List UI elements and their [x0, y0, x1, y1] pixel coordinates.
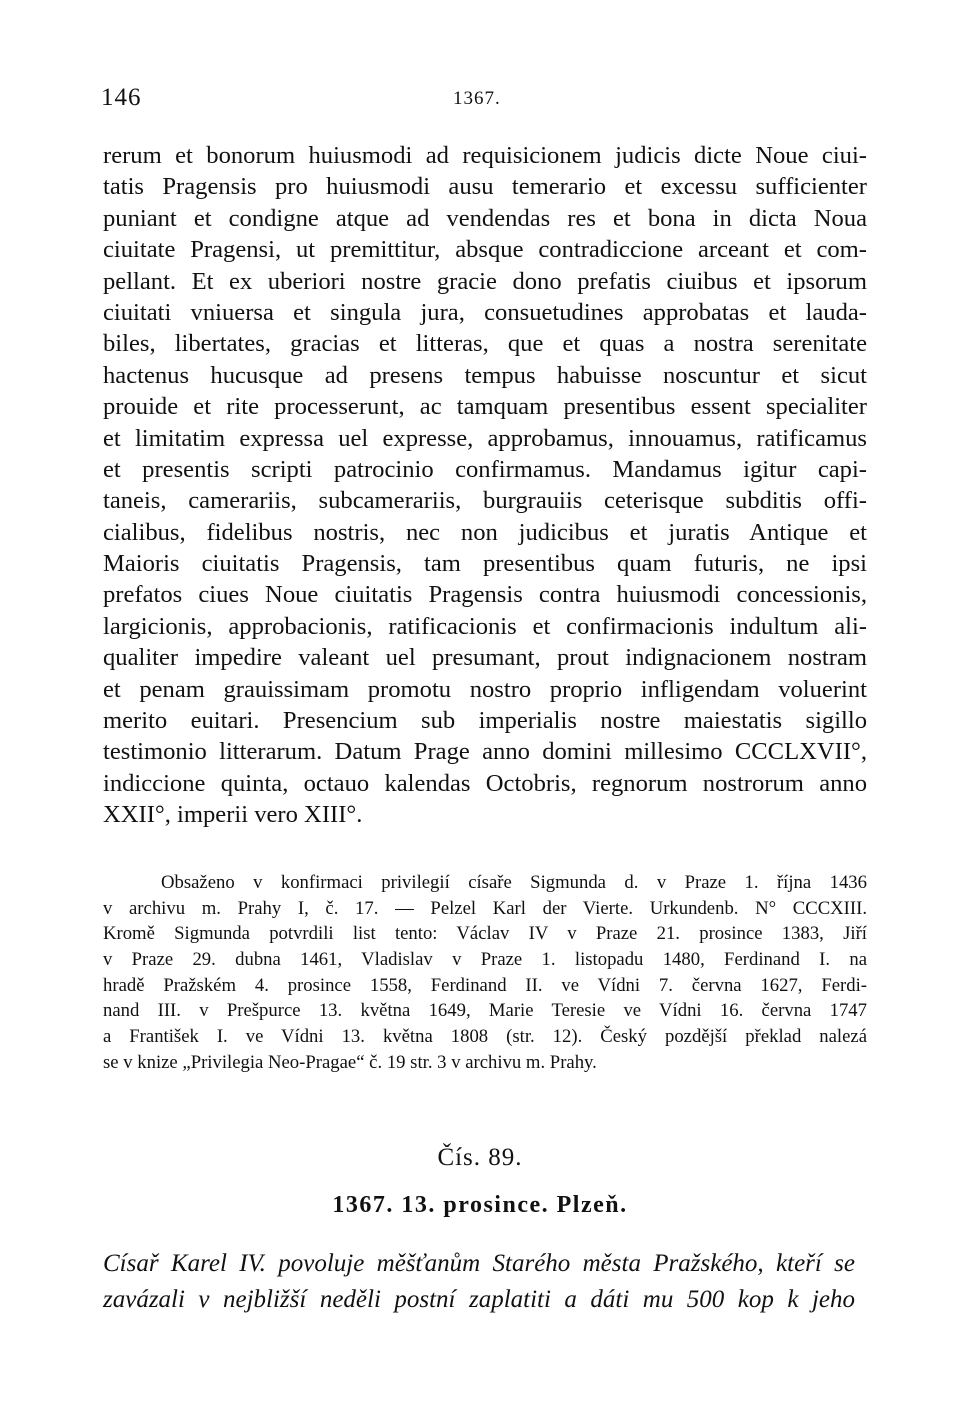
text-line: ciuitati vniuersa et singula jura, consuetudines approbatas et lauda- [103, 298, 867, 326]
text-line: et penam grauissimam promotu nostro proprio infligendam voluerint [103, 675, 867, 703]
text-line: hactenus hucusque ad presens tempus habuisse noscuntur et sicut [103, 361, 867, 389]
regest-summary [103, 1246, 855, 1318]
text-line: taneis, camerariis, subcamerariis, burgrauiis ceterisque subditis offi- [103, 487, 867, 515]
charter-text [103, 140, 867, 831]
text-line: prefatos ciues Noue ciuitatis Pragensis contra huiusmodi concessionis, [103, 581, 867, 609]
note-line: Kromě Sigmunda potvrdili list tento: Václav IV v Praze 21. prosince 1383, Jiří [103, 923, 867, 945]
text-line: testimonio litterarum. Datum Prage anno domini millesimo CCCLXVII°, [103, 738, 867, 766]
note-line: v Praze 29. dubna 1461, Vladislav v Praze 1. listopadu 1480, Ferdinand I. na [103, 949, 867, 971]
editorial-note [103, 870, 867, 1076]
text-line: XXII°, imperii vero XIII°. [103, 801, 363, 829]
regest-line: Císař Karel IV. povoluje měšťanům Starého města Pražského, kteří se [103, 1250, 855, 1277]
text-line: pellant. Et ex uberiori nostre gracie dono prefatis ciuibus et ipsorum [103, 267, 867, 295]
text-line: rerum et bonorum huiusmodi ad requisicionem judicis dicte Noue ciui- [103, 142, 867, 169]
page-number: 146 [101, 84, 142, 111]
note-line: Obsaženo v konfirmaci privilegií císaře Sigmunda d. v Praze 1. října 1436 [161, 872, 867, 893]
text-line: et limitatim expressa uel expresse, approbamus, innouamus, ratificamus [103, 424, 867, 452]
note-line: se v knize „Privilegia Neo-Pragae“ č. 19 str. 3 v archivu m. Prahy. [103, 1051, 597, 1073]
note-line: v archivu m. Prahy I, č. 17. — Pelzel Karl der Vierte. Urkundenb. N° CCCXIII. [103, 897, 867, 919]
text-line: biles, libertates, gracias et litteras, que et quas a nostra serenitate [103, 330, 867, 358]
text-line: puniant et condigne atque ad vendendas res et bona in dicta Noua [103, 204, 867, 232]
text-line: cialibus, fidelibus nostris, nec non judicibus et juratis Antique et [103, 518, 867, 546]
text-line: et presentis scripti patrocinio confirmamus. Mandamus igitur capi- [103, 455, 867, 483]
text-line: prouide et rite processerunt, ac tamquam presentibus essent specialiter [103, 393, 867, 421]
text-line: Maioris ciuitatis Pragensis, tam presentibus quam futuris, ne ipsi [103, 550, 867, 578]
note-line: a František I. ve Vídni 13. května 1808 (str. 12). Český pozdější překlad nalezá [103, 1026, 867, 1048]
text-line: largicionis, approbacionis, ratificacionis et confirmacionis indultum ali- [103, 612, 867, 640]
running-header [101, 84, 867, 116]
text-line: indiccione quinta, octauo kalendas Octobris, regnorum nostrorum anno [103, 769, 867, 797]
document-date-heading: 1367. 13. prosince. Plzeň. [332, 1192, 628, 1218]
note-line: hradě Pražském 4. prosince 1558, Ferdinand II. ve Vídni 7. června 1627, Ferdi- [103, 974, 867, 996]
text-line: qualiter impedire valeant uel presumant, prout indignacionem nostram [103, 644, 867, 672]
text-line: tatis Pragensis pro huiusmodi ausu temerario et excessu sufficienter [103, 173, 867, 201]
regest-line: zavázali v nejbližší neděli postní zaplatiti a dáti mu 500 kop k jeho [103, 1286, 855, 1313]
text-line: ciuitate Pragensi, ut premittitur, absque contradiccione arceant et com- [103, 236, 867, 264]
text-line: merito euitari. Presencium sub imperialis nostre maiestatis sigillo [103, 707, 867, 735]
note-line: nand III. v Prešpurce 13. května 1649, Marie Teresie ve Vídni 16. června 1747 [103, 1000, 867, 1022]
running-head-year: 1367. [453, 88, 501, 109]
document-number: Čís. 89. [437, 1144, 523, 1171]
